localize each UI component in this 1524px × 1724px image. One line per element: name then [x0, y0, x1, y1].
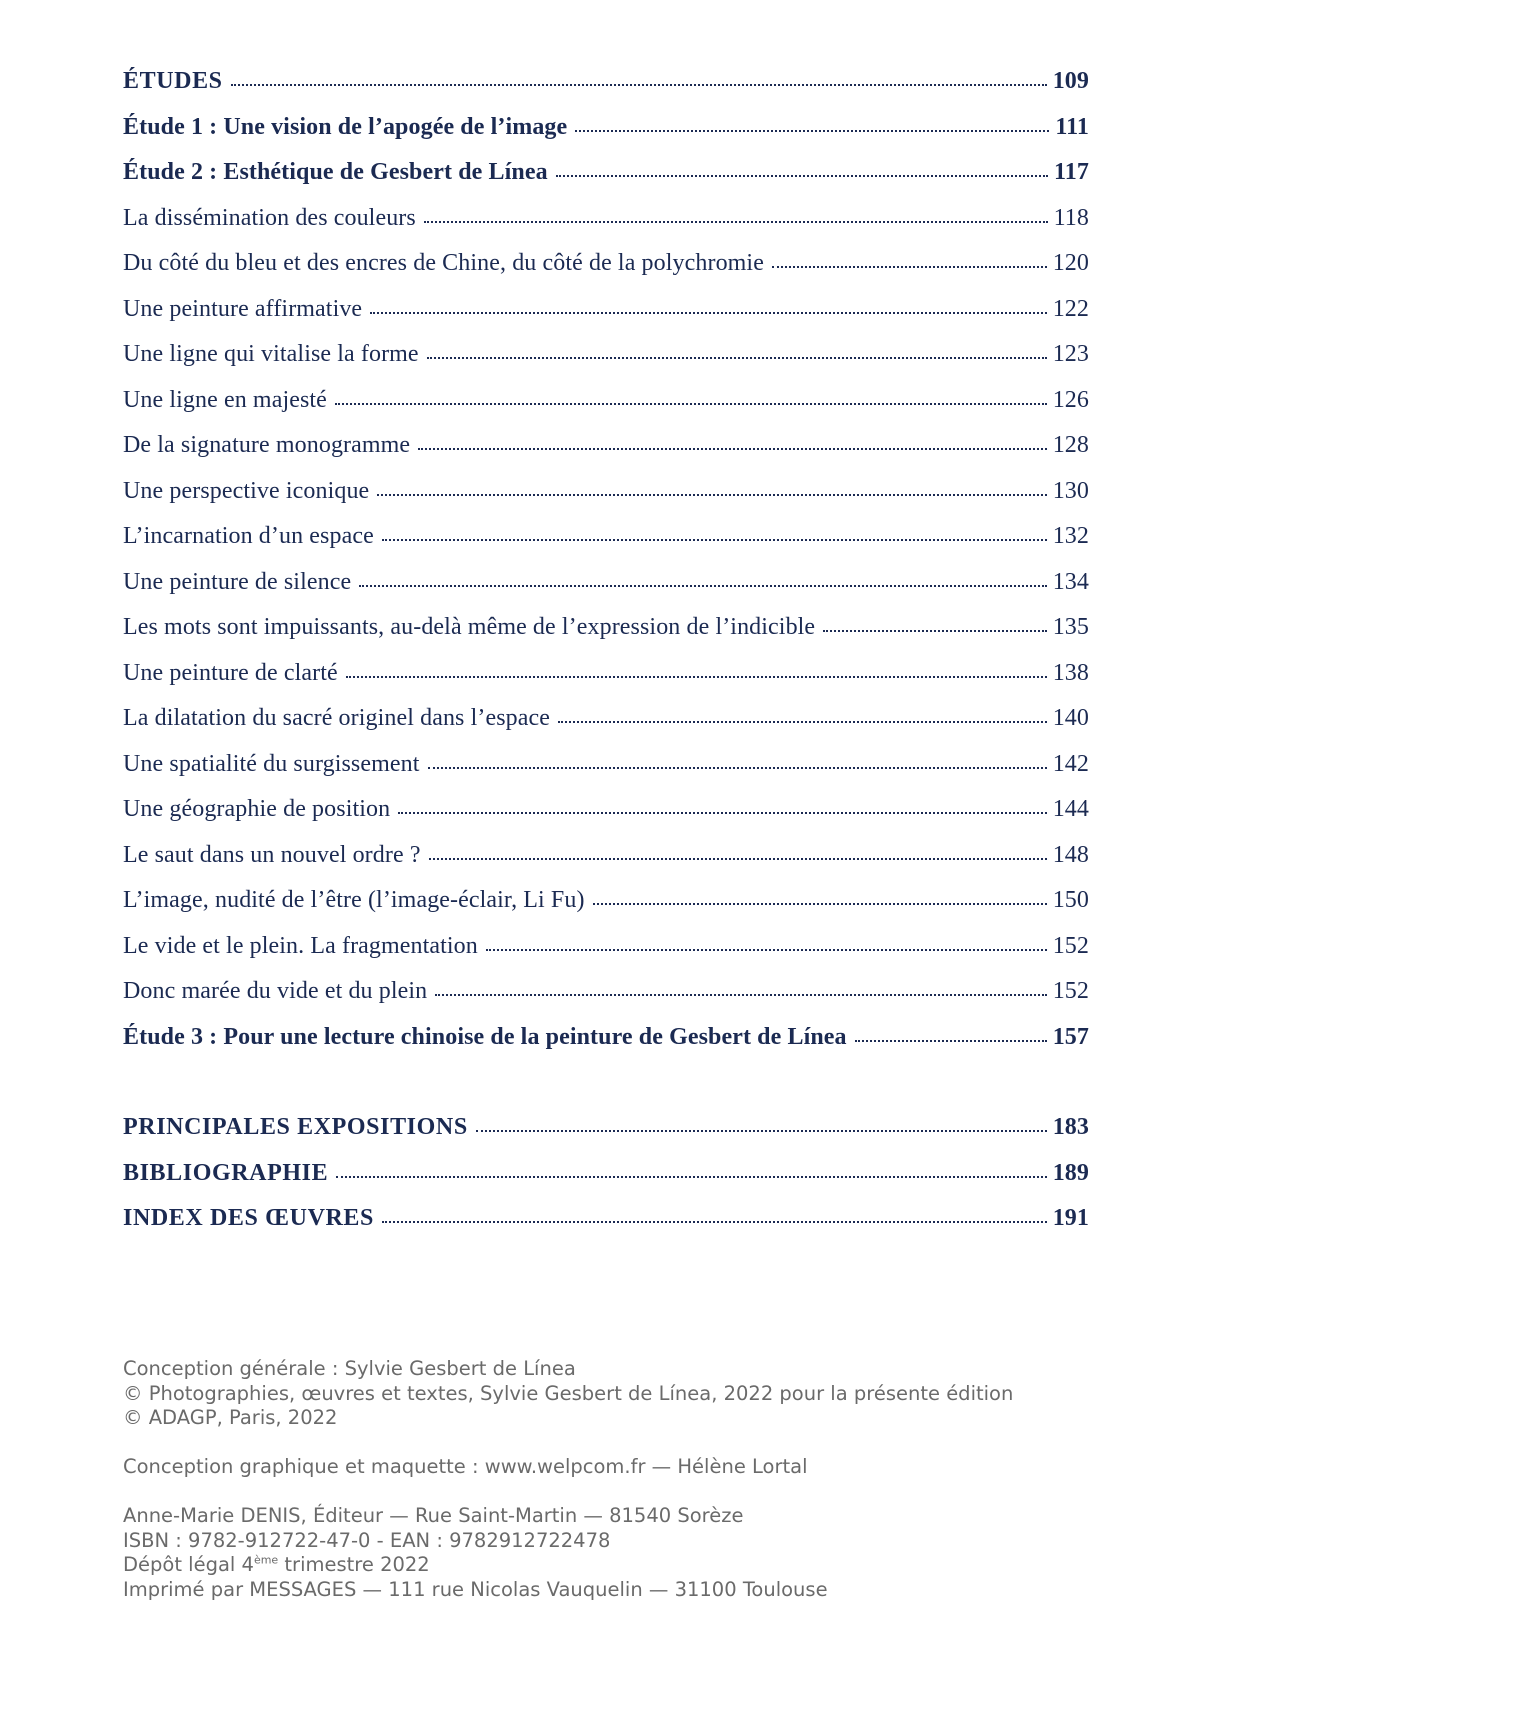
dot-leader — [428, 766, 1047, 769]
dot-leader — [382, 538, 1047, 541]
toc-entry[interactable] — [123, 1114, 1089, 1160]
publisher-line: Anne-Marie DENIS, Éditeur — Rue Saint-Martin — 81540 Sorèze — [123, 1504, 744, 1527]
toc-entry-page-number: 118 — [1053, 204, 1089, 231]
toc-entry-page-number: 144 — [1052, 796, 1089, 822]
toc-entry-page-number: 120 — [1052, 250, 1089, 276]
toc-entry-title: Le vide et le plein. La fragmentation — [123, 932, 478, 959]
dot-leader — [336, 1175, 1047, 1178]
toc-entry-page-number: 148 — [1052, 841, 1089, 868]
toc-entry[interactable] — [123, 796, 1089, 842]
toc-entry-title: Étude 3 : Pour une lecture chinoise de la peinture de Gesbert de Línea — [123, 1023, 847, 1050]
colophon — [123, 1357, 1023, 1602]
toc-entry-page-number: 130 — [1052, 477, 1089, 504]
toc-entry-page-number: 134 — [1052, 568, 1089, 595]
toc-entry[interactable] — [123, 933, 1089, 979]
design-credit: Conception graphique et maquette : www.welpcom.fr — Hélène Lortal — [123, 1455, 808, 1478]
toc-entry-page-number: 109 — [1052, 68, 1089, 94]
legal-deposit-superscript: ème — [253, 1553, 279, 1567]
dot-leader — [418, 447, 1047, 450]
dot-leader — [593, 902, 1047, 905]
toc-entry-title: Étude 2 : Esthétique de Gesbert de Línea — [123, 159, 548, 185]
toc-entry[interactable] — [123, 978, 1089, 1024]
toc-entry-page-number: 122 — [1052, 295, 1089, 322]
toc-entry-title: La dissémination des couleurs — [123, 204, 416, 231]
legal-deposit-line — [123, 1553, 1023, 1578]
dot-leader — [823, 629, 1047, 632]
toc-entry[interactable] — [123, 159, 1089, 205]
toc-entry-page-number: 128 — [1052, 432, 1089, 458]
colophon-gap — [123, 1431, 1023, 1456]
toc-entry-title: L’incarnation d’un espace — [123, 523, 374, 549]
toc-spacer — [123, 1069, 1089, 1114]
toc-entry-page-number: 123 — [1052, 341, 1089, 367]
dot-leader — [370, 311, 1046, 314]
toc-entry[interactable] — [123, 1205, 1089, 1251]
toc-entry-title: Du côté du bleu et des encres de Chine, du côté de la polychromie — [123, 250, 764, 276]
toc-entry[interactable] — [123, 432, 1089, 478]
colophon-gap — [123, 1480, 1023, 1505]
toc-entry[interactable] — [123, 660, 1089, 706]
toc-entry-title: Le saut dans un nouvel ordre ? — [123, 841, 421, 868]
toc-entry[interactable] — [123, 341, 1089, 387]
toc-entry-page-number: 117 — [1054, 159, 1089, 185]
dot-leader — [424, 220, 1048, 223]
toc-entry-title: De la signature monogramme — [123, 432, 411, 458]
printer-line: Imprimé par MESSAGES — 111 rue Nicolas Vauquelin — 31100 Toulouse — [123, 1577, 828, 1601]
dot-leader — [772, 265, 1047, 268]
toc-entry[interactable] — [123, 250, 1089, 296]
toc-entry-title: Étude 1 : Une vision de l’apogée de l’image — [123, 113, 568, 140]
dot-leader — [486, 948, 1047, 951]
toc-entry[interactable] — [123, 705, 1089, 751]
toc-entry-title: Une perspective iconique — [123, 477, 370, 504]
dot-leader — [382, 1220, 1047, 1223]
toc-entry[interactable] — [123, 296, 1089, 342]
toc-entry-page-number: 138 — [1052, 659, 1089, 686]
credit-line: © ADAGP, Paris, 2022 — [123, 1406, 338, 1429]
dot-leader — [855, 1039, 1047, 1042]
table-of-contents — [123, 68, 1089, 1251]
toc-entry[interactable] — [123, 205, 1089, 251]
dot-leader — [398, 811, 1046, 814]
toc-entry[interactable] — [123, 887, 1089, 933]
dot-leader — [558, 720, 1047, 723]
toc-entry-page-number: 152 — [1052, 932, 1089, 959]
toc-entry-title: La dilatation du sacré originel dans l’espace — [123, 705, 550, 731]
toc-entry[interactable] — [123, 614, 1089, 660]
dot-leader — [359, 584, 1046, 587]
toc-entry-title: Une spatialité du surgissement — [123, 750, 420, 777]
toc-entry-page-number: 142 — [1052, 750, 1089, 777]
toc-entry-title: Une géographie de position — [123, 796, 391, 822]
toc-entry-page-number: 132 — [1052, 523, 1089, 549]
toc-entry-page-number: 126 — [1052, 386, 1089, 413]
toc-entry-title: BIBLIOGRAPHIE — [123, 1159, 329, 1186]
toc-entry-page-number: 183 — [1052, 1114, 1089, 1140]
toc-entry-page-number: 111 — [1055, 113, 1089, 140]
dot-leader — [435, 993, 1046, 996]
dot-leader — [476, 1129, 1047, 1132]
toc-entry-page-number: 140 — [1052, 705, 1089, 731]
toc-entry[interactable] — [123, 114, 1089, 160]
toc-entry-title: Les mots sont impuissants, au-delà même de l’expression de l’indicible — [123, 614, 816, 640]
dot-leader — [556, 174, 1048, 177]
legal-deposit-prefix: Dépôt légal 4 — [123, 1553, 254, 1576]
legal-deposit-suffix: trimestre 2022 — [278, 1553, 430, 1576]
toc-entry-page-number: 189 — [1052, 1159, 1089, 1186]
toc-entry-title: Une peinture de silence — [123, 568, 352, 595]
toc-entry-title: Une peinture de clarté — [123, 659, 338, 686]
toc-entry[interactable] — [123, 478, 1089, 524]
toc-entry-title: ÉTUDES — [123, 68, 223, 94]
dot-leader — [335, 402, 1047, 405]
toc-entry-page-number: 157 — [1052, 1023, 1089, 1050]
toc-entry[interactable] — [123, 1160, 1089, 1206]
toc-entry-title: Une peinture affirmative — [123, 295, 363, 322]
dot-leader — [346, 675, 1047, 678]
toc-entry[interactable] — [123, 751, 1089, 797]
credit-line: Conception générale : Sylvie Gesbert de Línea — [123, 1357, 576, 1380]
toc-main-list — [123, 68, 1089, 1069]
toc-entry-page-number: 191 — [1052, 1205, 1089, 1231]
toc-entry-page-number: 152 — [1052, 978, 1089, 1004]
toc-entry[interactable] — [123, 523, 1089, 569]
toc-entry[interactable] — [123, 1024, 1089, 1070]
credit-line: © Photographies, œuvres et textes, Sylvie Gesbert de Línea, 2022 pour la présente édition — [123, 1381, 1014, 1405]
dot-leader — [231, 83, 1047, 86]
dot-leader — [427, 356, 1047, 359]
toc-entry-title: INDEX DES ŒUVRES — [123, 1205, 374, 1231]
toc-entry-title: Une ligne qui vitalise la forme — [123, 341, 419, 367]
toc-entry-page-number: 150 — [1052, 887, 1089, 913]
toc-entry[interactable] — [123, 569, 1089, 615]
toc-entry-title: Donc marée du vide et du plein — [123, 978, 428, 1004]
toc-entry-title: L’image, nudité de l’être (l’image-éclair, Li Fu) — [123, 887, 585, 913]
toc-entry[interactable] — [123, 387, 1089, 433]
toc-entry-title: PRINCIPALES EXPOSITIONS — [123, 1114, 468, 1140]
dot-leader — [575, 129, 1049, 132]
toc-entry-page-number: 135 — [1052, 614, 1089, 640]
toc-back-matter-list — [123, 1114, 1089, 1251]
dot-leader — [429, 857, 1047, 860]
dot-leader — [377, 493, 1046, 496]
toc-entry[interactable] — [123, 68, 1089, 114]
isbn-line: ISBN : 9782-912722-47-0 - EAN : 9782912722478 — [123, 1528, 611, 1552]
toc-entry-title: Une ligne en majesté — [123, 386, 327, 413]
toc-entry[interactable] — [123, 842, 1089, 888]
